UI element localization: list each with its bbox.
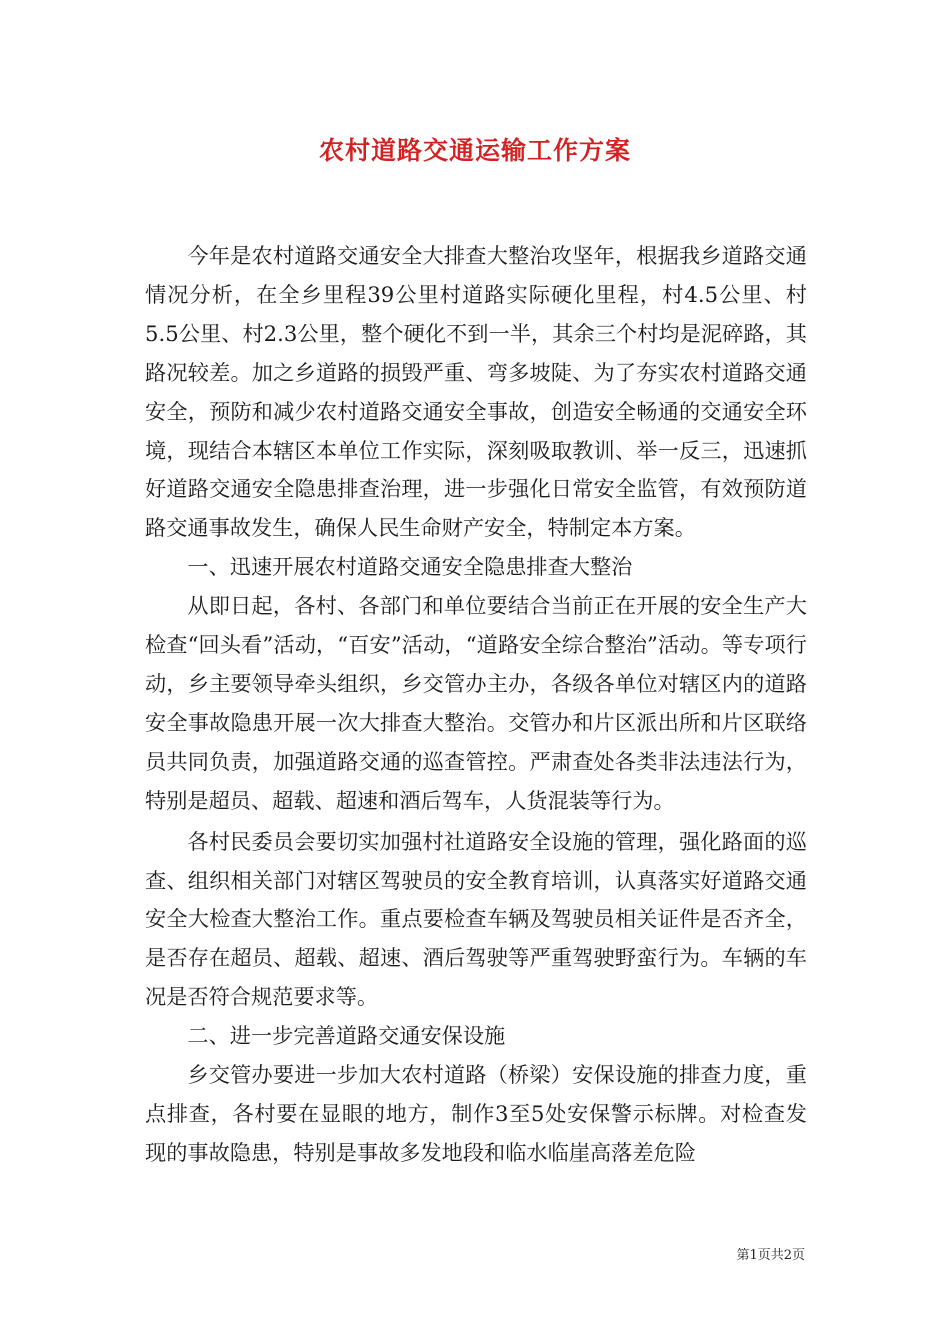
section-heading-1: 一、迅速开展农村道路交通安全隐患排查大整治 bbox=[187, 554, 633, 580]
document-title: 农村道路交通运输工作方案 bbox=[318, 136, 631, 165]
paragraph-section-1: 从即日起，各村、各部门和单位要结合当前正在开展的安全生产大检查“回头看”活动，“百安”活动，“道路安全综合整治”活动。等专项行动，乡主要领导牵头组织，乡交管办主办，各级各单位对辖区内的道路安全事故隐患开展一次大排查大整治。交管办和片区派出所和片区联络员共同负责，加强道路交通的巡查管控。严肃查处各类非法违法行为，特别是超员、超载、超速和酒后驾车，人货混装等行为。 bbox=[145, 593, 807, 813]
document-body bbox=[145, 237, 807, 1173]
section-heading-2: 二、进一步完善道路交通安保设施 bbox=[187, 1023, 506, 1049]
paragraph-section-2: 乡交管办要进一步加大农村道路（桥梁）安保设施的排查力度，重点排查，各村要在显眼的地方，制作3至5处安保警示标牌。对检查发现的事故隐患，特别是事故多发地段和临水临崖高落差危险 bbox=[145, 1062, 807, 1165]
paragraph-intro: 今年是农村道路交通安全大排查大整治攻坚年，根据我乡道路交通情况分析，在全乡里程39公里村道路实际硬化里程，村4.5公里、村5.5公里、村2.3公里，整个硬化不到一半，其余三个村均是泥碎路，其路况较差。加之乡道路的损毁严重、弯多坡陡、为了夯实农村道路交通安全，预防和减少农村道路交通安全事故，创造安全畅通的交通安全环境，现结合本辖区本单位工作实际，深刻吸取教训、举一反三，迅速抓好道路交通安全隐患排查治理，进一步强化日常安全监管，有效预防道路交通事故发生，确保人民生命财产安全，特制定本方案。 bbox=[145, 243, 807, 541]
page-number: 第1页共2页 bbox=[736, 1248, 805, 1263]
paragraph-section-1-villages: 各村民委员会要切实加强村社道路安全设施的管理，强化路面的巡查、组织相关部门对辖区驾驶员的安全教育培训，认真落实好道路交通安全大检查大整治工作。重点要检查车辆及驾驶员相关证件是否齐全，是否存在超员、超载、超速、酒后驾驶等严重驾驶野蛮行为。车辆的车况是否符合规范要求等。 bbox=[145, 828, 807, 1010]
